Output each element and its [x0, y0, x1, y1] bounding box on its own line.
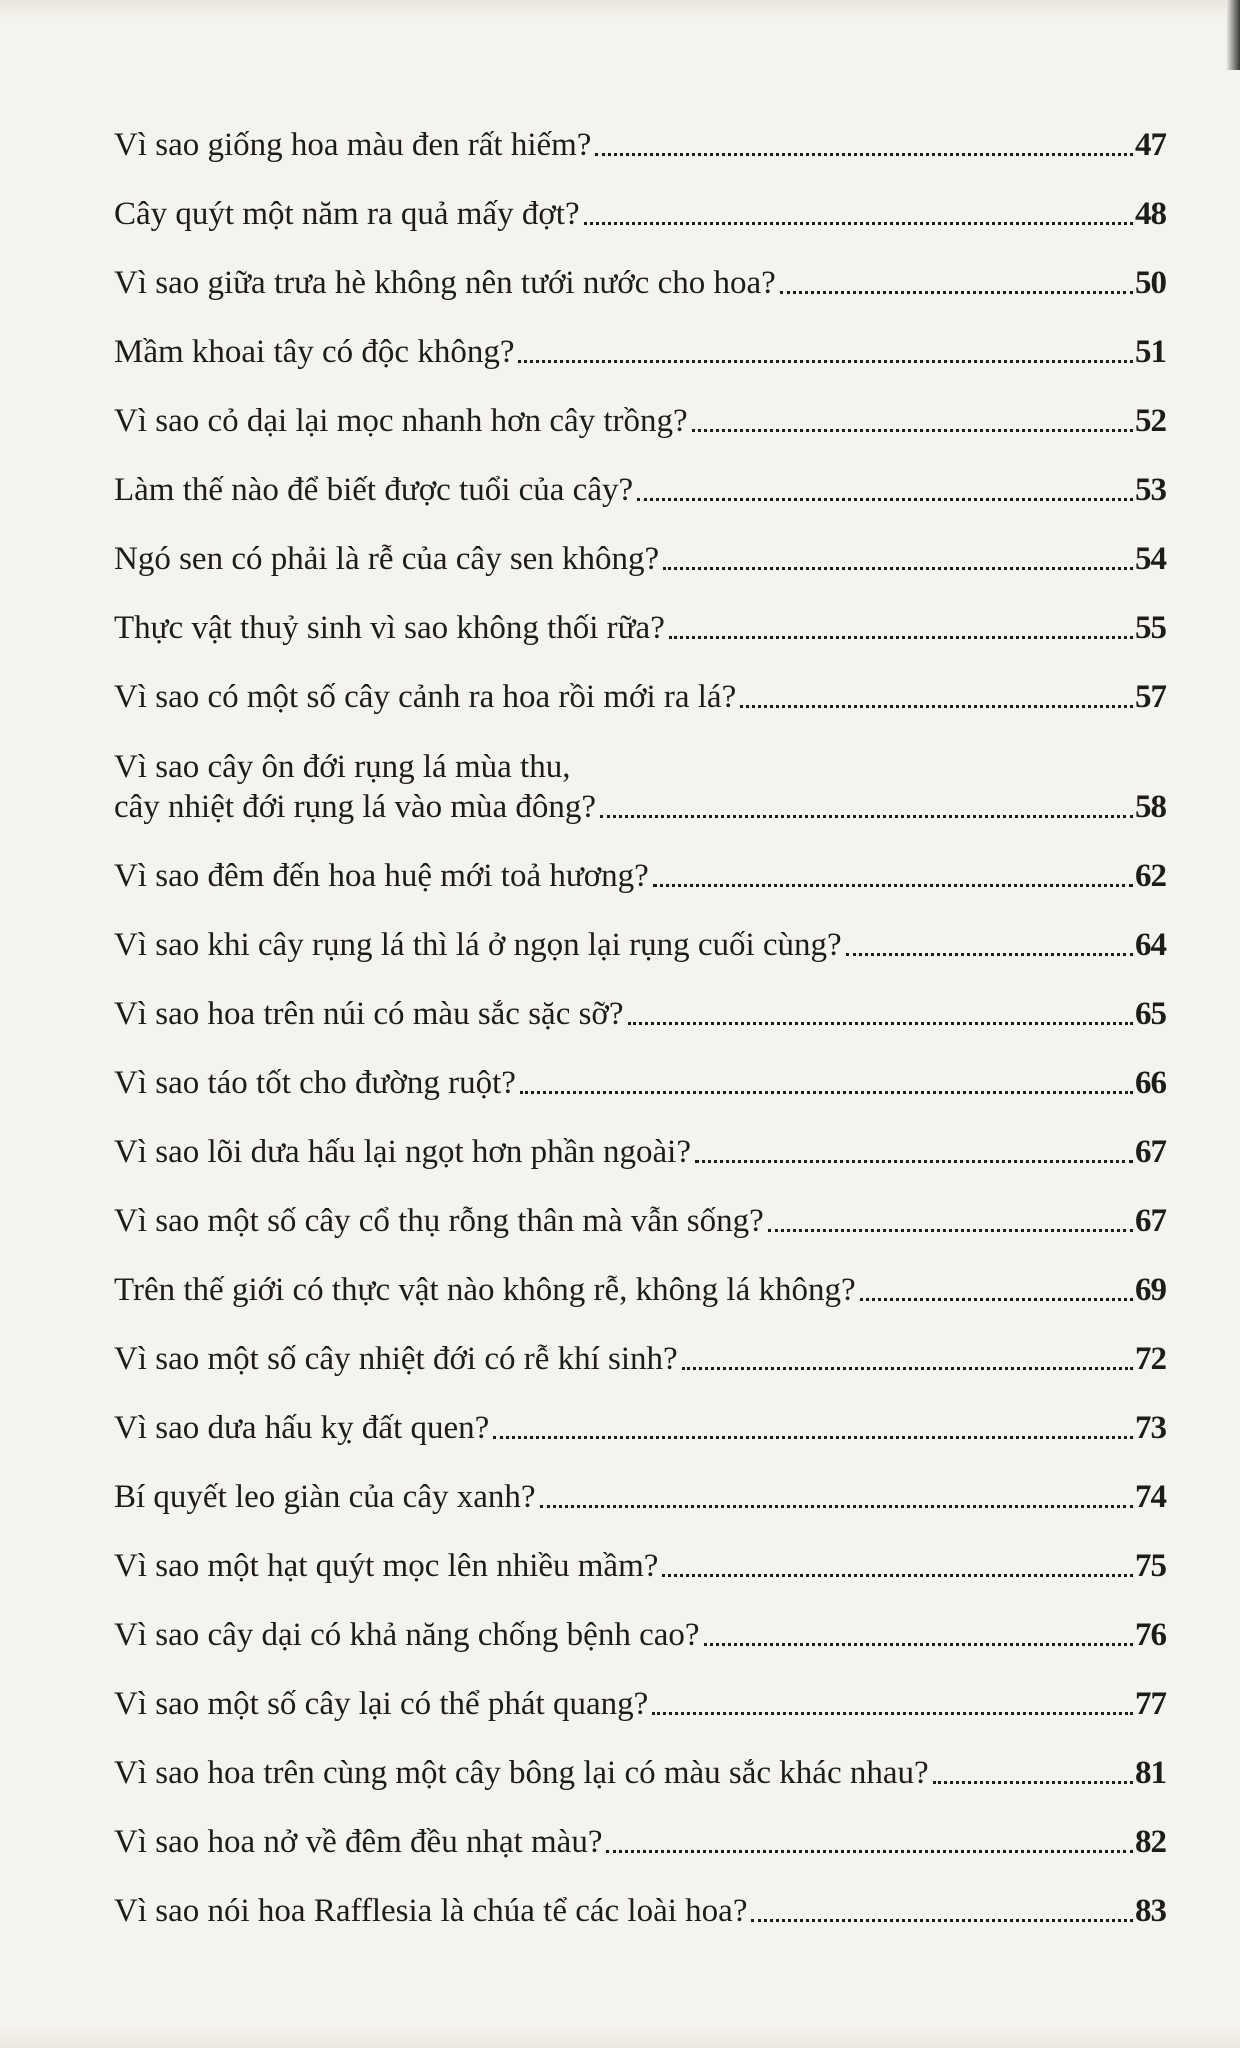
toc-entry	[114, 1034, 1166, 1103]
toc-entry-title: Cây quýt một năm ra quả mấy đợt?	[114, 196, 580, 232]
toc-entry-page-number: 75	[1135, 1548, 1166, 1584]
dot-leader	[933, 1781, 1133, 1784]
toc-entry	[114, 1241, 1166, 1310]
dot-leader	[628, 1022, 1133, 1025]
dot-leader	[751, 1919, 1133, 1922]
toc-entry-title: Vì sao lõi dưa hấu lại ngọt hơn phần ngoài?	[114, 1134, 691, 1170]
toc-entry-title: Vì sao một hạt quýt mọc lên nhiều mầm?	[114, 1548, 659, 1584]
toc-entry	[114, 579, 1166, 648]
toc-entry	[114, 1862, 1166, 1931]
toc-entry-page-number: 77	[1135, 1686, 1166, 1722]
dot-leader	[768, 1229, 1133, 1232]
toc-entry-title: Vì sao hoa trên núi có màu sắc sặc sỡ?	[114, 996, 624, 1032]
toc-entry-page-number: 67	[1135, 1203, 1166, 1239]
toc-entry-page-number: 66	[1135, 1065, 1166, 1101]
toc-entry-title: Vì sao cây ôn đới rụng lá mùa thu, cây nhiệt đới rụng lá vào mùa đông?	[114, 749, 597, 825]
dot-leader	[695, 1160, 1133, 1163]
toc-entry-page-number: 52	[1135, 403, 1166, 439]
page-bottom-edge	[0, 2024, 1240, 2048]
toc-entry-page-number: 83	[1135, 1893, 1166, 1929]
toc-entry-title: Vì sao táo tốt cho đường ruột?	[114, 1065, 516, 1101]
toc-entry	[114, 96, 1166, 165]
toc-entry	[114, 1379, 1166, 1448]
toc-entry-title: Trên thế giới có thực vật nào không rễ, không lá không?	[114, 1272, 856, 1308]
toc-entry-title: Vì sao có một số cây cảnh ra hoa rồi mới ra lá?	[114, 679, 737, 715]
toc-entry-title: Mầm khoai tây có độc không?	[114, 334, 515, 370]
toc-entry-page-number: 53	[1135, 472, 1166, 508]
dot-leader	[595, 153, 1133, 156]
toc-entry-page-number: 51	[1135, 334, 1166, 370]
dot-leader	[704, 1643, 1133, 1646]
toc-entry	[114, 1655, 1166, 1724]
toc-entry-page-number: 54	[1135, 541, 1166, 577]
toc-entry	[114, 648, 1166, 717]
dot-leader	[584, 222, 1133, 225]
toc-entry-title: Vì sao hoa trên cùng một cây bông lại có màu sắc khác nhau?	[114, 1755, 929, 1791]
toc-entry	[114, 510, 1166, 579]
toc-entry-title: Ngó sen có phải là rễ của cây sen không?	[114, 541, 660, 577]
toc-entry	[114, 896, 1166, 965]
dot-leader	[653, 884, 1133, 887]
toc-entry-page-number: 55	[1135, 610, 1166, 646]
toc-entry	[114, 165, 1166, 234]
toc-entry	[114, 965, 1166, 1034]
toc-entry	[114, 1517, 1166, 1586]
toc-entry	[114, 717, 1166, 827]
dot-leader	[652, 1712, 1133, 1715]
toc-entry	[114, 1103, 1166, 1172]
dot-leader	[606, 1850, 1133, 1853]
toc-entry-title: Vì sao một số cây cổ thụ rỗng thân mà vẫn sống?	[114, 1203, 764, 1239]
dot-leader	[518, 360, 1133, 363]
toc-entry	[114, 234, 1166, 303]
toc-entry-page-number: 73	[1135, 1410, 1166, 1446]
toc-entry	[114, 1310, 1166, 1379]
toc-entry-page-number: 48	[1135, 196, 1166, 232]
page-top-edge	[0, 0, 1240, 18]
toc-entry-page-number: 58	[1135, 789, 1166, 825]
dot-leader	[662, 1574, 1133, 1577]
toc-entry-title: Vì sao giống hoa màu đen rất hiếm?	[114, 127, 592, 163]
toc-entry-page-number: 81	[1135, 1755, 1166, 1791]
dot-leader	[846, 953, 1133, 956]
toc-entry	[114, 372, 1166, 441]
dot-leader	[493, 1436, 1133, 1439]
toc-entry-page-number: 76	[1135, 1617, 1166, 1653]
toc-entry	[114, 1448, 1166, 1517]
toc-entry	[114, 1172, 1166, 1241]
toc-entry-page-number: 82	[1135, 1824, 1166, 1860]
toc-entry-page-number: 67	[1135, 1134, 1166, 1170]
toc-entry-title: Vì sao cây dại có khả năng chống bệnh cao?	[114, 1617, 700, 1653]
toc-entry-page-number: 57	[1135, 679, 1166, 715]
toc-entry-page-number: 62	[1135, 858, 1166, 894]
page-right-edge	[1226, 0, 1240, 70]
toc-entry-title: Vì sao hoa nở về đêm đều nhạt màu?	[114, 1824, 603, 1860]
toc-entry-title: Thực vật thuỷ sinh vì sao không thối rữa?	[114, 610, 665, 646]
dot-leader	[682, 1367, 1133, 1370]
toc-entry-page-number: 50	[1135, 265, 1166, 301]
dot-leader	[740, 705, 1133, 708]
dot-leader	[780, 291, 1133, 294]
toc-entry-page-number: 47	[1135, 127, 1166, 163]
dot-leader	[637, 498, 1133, 501]
toc-entry-title: Vì sao nói hoa Rafflesia là chúa tể các loài hoa?	[114, 1893, 748, 1929]
toc-entry-title: Vì sao cỏ dại lại mọc nhanh hơn cây trồng?	[114, 403, 688, 439]
dot-leader	[692, 429, 1133, 432]
toc-entry-page-number: 64	[1135, 927, 1166, 963]
dot-leader	[663, 567, 1133, 570]
toc-entry	[114, 441, 1166, 510]
toc-entry-title: Vì sao khi cây rụng lá thì lá ở ngọn lại rụng cuối cùng?	[114, 927, 842, 963]
toc-entry	[114, 827, 1166, 896]
table-of-contents	[114, 96, 1166, 1931]
toc-entry-title: Vì sao một số cây nhiệt đới có rễ khí sinh?	[114, 1341, 678, 1377]
toc-entry	[114, 1793, 1166, 1862]
toc-entry	[114, 1586, 1166, 1655]
toc-entry	[114, 303, 1166, 372]
toc-entry	[114, 1724, 1166, 1793]
toc-entry-title: Vì sao một số cây lại có thể phát quang?	[114, 1686, 649, 1722]
toc-entry-page-number: 69	[1135, 1272, 1166, 1308]
dot-leader	[669, 636, 1133, 639]
toc-entry-title: Vì sao giữa trưa hè không nên tưới nước cho hoa?	[114, 265, 776, 301]
dot-leader	[860, 1298, 1133, 1301]
toc-entry-page-number: 72	[1135, 1341, 1166, 1377]
toc-entry-title: Làm thế nào để biết được tuổi của cây?	[114, 472, 634, 508]
dot-leader	[520, 1091, 1133, 1094]
toc-entry-title: Vì sao dưa hấu kỵ đất quen?	[114, 1410, 490, 1446]
dot-leader	[600, 815, 1133, 818]
toc-entry-page-number: 74	[1135, 1479, 1166, 1515]
toc-entry-page-number: 65	[1135, 996, 1166, 1032]
toc-entry-title: Vì sao đêm đến hoa huệ mới toả hương?	[114, 858, 649, 894]
toc-entry-title: Bí quyết leo giàn của cây xanh?	[114, 1479, 536, 1515]
dot-leader	[540, 1505, 1133, 1508]
